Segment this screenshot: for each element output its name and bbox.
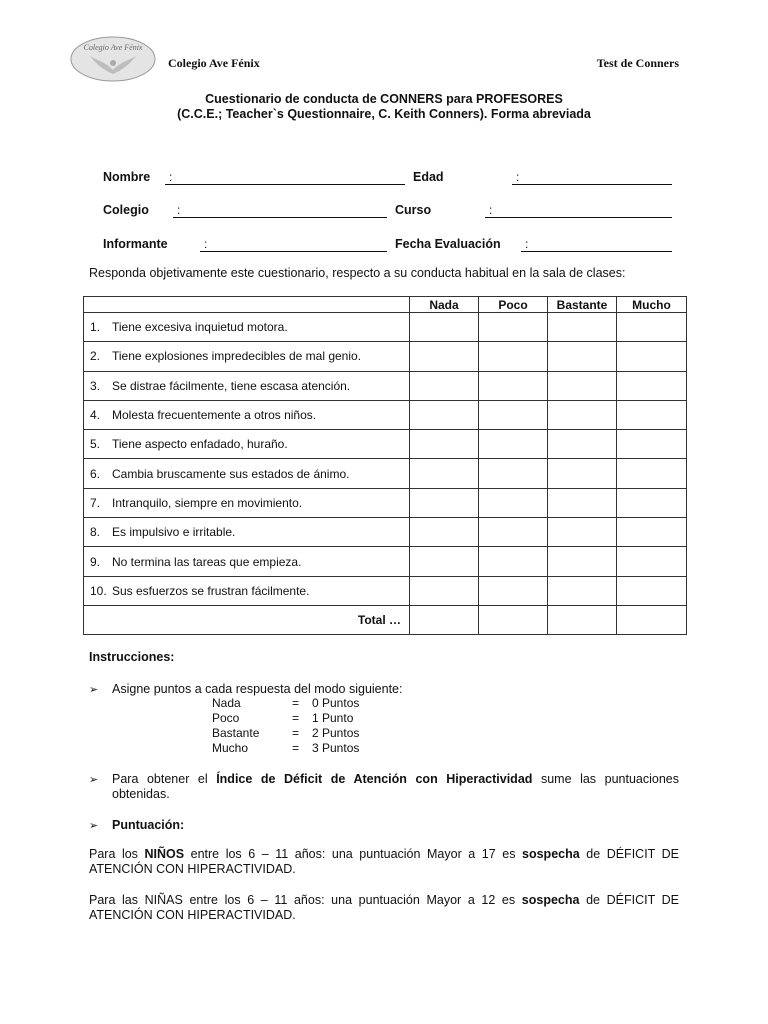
colegio-field[interactable]: : xyxy=(173,203,387,218)
answer-cell-mucho[interactable] xyxy=(617,547,687,576)
table-row xyxy=(84,371,687,400)
test-name: Test de Conners xyxy=(596,56,679,70)
item-cell: 1. Tiene excesiva inquietud motora. xyxy=(84,313,410,342)
answer-cell-bastante[interactable] xyxy=(548,342,617,371)
answer-cell-bastante[interactable] xyxy=(548,430,617,459)
table-row xyxy=(84,547,687,576)
instructions-heading: Instrucciones: xyxy=(89,650,175,664)
answer-cell-mucho[interactable] xyxy=(617,342,687,371)
answer-cell-nada[interactable] xyxy=(410,576,479,605)
curso-field[interactable]: : xyxy=(485,203,672,218)
total-cell-mucho[interactable] xyxy=(617,605,687,634)
answer-cell-mucho[interactable] xyxy=(617,576,687,605)
item-cell: 9. No termina las tareas que empieza. xyxy=(84,547,410,576)
curso-label: Curso xyxy=(395,203,432,217)
scale-label: Mucho xyxy=(212,741,249,755)
instruction-scoring: Asigne puntos a cada respuesta del modo siguiente: xyxy=(112,682,403,696)
scale-label: Poco xyxy=(212,711,240,725)
fecha-label: Fecha Evaluación xyxy=(395,237,501,251)
answer-cell-poco[interactable] xyxy=(479,518,548,547)
total-label: Total … xyxy=(84,605,410,634)
scale-value: 0 Puntos xyxy=(312,696,360,710)
header-poco: Poco xyxy=(479,297,548,313)
answer-cell-bastante[interactable] xyxy=(548,371,617,400)
logo-text: Colegio Ave Fénix xyxy=(83,43,143,52)
item-cell: 4. Molesta frecuentemente a otros niños. xyxy=(84,400,410,429)
answer-cell-poco[interactable] xyxy=(479,371,548,400)
answer-cell-nada[interactable] xyxy=(410,342,479,371)
answer-cell-poco[interactable] xyxy=(479,576,548,605)
item-cell: 3. Se distrae fácilmente, tiene escasa atención. xyxy=(84,371,410,400)
total-cell-bastante[interactable] xyxy=(548,605,617,634)
header-nada: Nada xyxy=(410,297,479,313)
scale-value: 2 Puntos xyxy=(312,726,360,740)
item-cell: 6. Cambia bruscamente sus estados de ánimo. xyxy=(84,459,410,488)
bullet-icon: ➢ xyxy=(89,684,99,696)
table-row xyxy=(84,400,687,429)
answer-cell-nada[interactable] xyxy=(410,459,479,488)
scale-eq: = xyxy=(292,696,300,710)
answer-cell-nada[interactable] xyxy=(410,313,479,342)
answer-cell-nada[interactable] xyxy=(410,400,479,429)
answer-cell-mucho[interactable] xyxy=(617,459,687,488)
answer-cell-nada[interactable] xyxy=(410,488,479,517)
item-cell: 10. Sus esfuerzos se frustran fácilmente. xyxy=(84,576,410,605)
fecha-field[interactable]: : xyxy=(521,237,672,252)
table-row xyxy=(84,342,687,371)
page-subtitle: (C.C.E.; Teacher`s Questionnaire, C. Keith Conners). Forma abreviada xyxy=(177,107,591,121)
answer-cell-bastante[interactable] xyxy=(548,488,617,517)
item-cell: 8. Es impulsivo e irritable. xyxy=(84,518,410,547)
answer-cell-mucho[interactable] xyxy=(617,313,687,342)
table-row xyxy=(84,576,687,605)
school-logo xyxy=(70,36,156,82)
header-item-col xyxy=(84,297,410,313)
answer-cell-bastante[interactable] xyxy=(548,547,617,576)
answer-cell-bastante[interactable] xyxy=(548,400,617,429)
answer-cell-mucho[interactable] xyxy=(617,430,687,459)
answer-cell-poco[interactable] xyxy=(479,400,548,429)
answer-cell-nada[interactable] xyxy=(410,518,479,547)
total-cell-nada[interactable] xyxy=(410,605,479,634)
answer-cell-poco[interactable] xyxy=(479,459,548,488)
answer-cell-bastante[interactable] xyxy=(548,518,617,547)
scoring-ninas: Para las NIÑAS entre los 6 – 11 años: una puntuación Mayor a 12 es sospecha de DÉFICIT DE ATENCIÓN CON HIPERACTIVIDAD. xyxy=(89,893,679,922)
answer-cell-nada[interactable] xyxy=(410,371,479,400)
school-name: Colegio Ave Fénix xyxy=(168,56,260,70)
answer-cell-mucho[interactable] xyxy=(617,400,687,429)
table-row xyxy=(84,488,687,517)
table-row xyxy=(84,313,687,342)
answer-cell-mucho[interactable] xyxy=(617,518,687,547)
bullet-icon: ➢ xyxy=(89,774,99,786)
bullet-icon: ➢ xyxy=(89,820,99,832)
scale-label: Nada xyxy=(212,696,241,710)
total-row xyxy=(84,605,687,634)
edad-field[interactable]: : xyxy=(512,170,672,185)
answer-cell-mucho[interactable] xyxy=(617,488,687,517)
scale-eq: = xyxy=(292,741,300,755)
scale-value: 3 Puntos xyxy=(312,741,360,755)
item-cell: 7. Intranquilo, siempre en movimiento. xyxy=(84,488,410,517)
edad-label: Edad xyxy=(413,170,444,184)
table-row xyxy=(84,459,687,488)
scale-value: 1 Punto xyxy=(312,711,354,725)
conners-table xyxy=(83,296,687,635)
table-row xyxy=(84,518,687,547)
answer-cell-mucho[interactable] xyxy=(617,371,687,400)
answer-cell-bastante[interactable] xyxy=(548,576,617,605)
total-cell-poco[interactable] xyxy=(479,605,548,634)
table-row xyxy=(84,430,687,459)
answer-cell-poco[interactable] xyxy=(479,342,548,371)
answer-cell-poco[interactable] xyxy=(479,488,548,517)
answer-cell-poco[interactable] xyxy=(479,430,548,459)
scoring-ninos: Para los NIÑOS entre los 6 – 11 años: una puntuación Mayor a 17 es sospecha de DÉFICIT DE ATENCIÓN CON HIPERACTIVIDAD. xyxy=(89,847,679,876)
instruction-index: Para obtener el Índice de Déficit de Atención con Hiperactividad sume las puntuaciones obtenidas. xyxy=(112,772,679,801)
colegio-label: Colegio xyxy=(103,203,149,217)
answer-cell-poco[interactable] xyxy=(479,547,548,576)
answer-cell-bastante[interactable] xyxy=(548,313,617,342)
scale-label: Bastante xyxy=(212,726,260,740)
answer-cell-bastante[interactable] xyxy=(548,459,617,488)
informante-label: Informante xyxy=(103,237,168,251)
answer-cell-nada[interactable] xyxy=(410,430,479,459)
item-cell: 5. Tiene aspecto enfadado, huraño. xyxy=(84,430,410,459)
puntuacion-heading: Puntuación: xyxy=(112,818,185,832)
nombre-label: Nombre xyxy=(103,170,151,184)
answer-cell-nada[interactable] xyxy=(410,547,479,576)
questionnaire-intro: Responda objetivamente este cuestionario, respecto a su conducta habitual en la sala de clases: xyxy=(89,266,626,280)
scale-eq: = xyxy=(292,711,300,725)
item-cell: 2. Tiene explosiones impredecibles de mal genio. xyxy=(84,342,410,371)
answer-cell-poco[interactable] xyxy=(479,313,548,342)
nombre-field[interactable]: : xyxy=(165,170,405,185)
page-title: Cuestionario de conducta de CONNERS para PROFESORES xyxy=(205,92,563,106)
header-bastante: Bastante xyxy=(548,297,617,313)
header-mucho: Mucho xyxy=(617,297,687,313)
table-header-row xyxy=(84,297,687,313)
informante-field[interactable]: : xyxy=(200,237,387,252)
scale-eq: = xyxy=(292,726,300,740)
